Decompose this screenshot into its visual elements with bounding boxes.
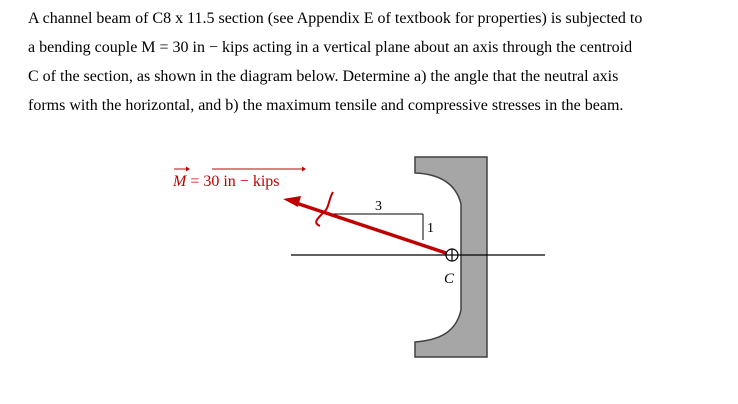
moment-value: 30 in − kips — [203, 173, 280, 190]
problem-line-3: C of the section, as shown in the diagram below. Determine a) the angle that the neutral axis — [28, 68, 619, 85]
slope-run-label: 3 — [375, 199, 382, 214]
moment-label — [172, 173, 280, 190]
moment-equals: = — [186, 173, 204, 190]
moment-overbar-arrow — [186, 167, 190, 172]
moment-value-overbar-arrow — [302, 167, 306, 172]
moment-vector-arrowhead — [283, 196, 301, 207]
moment-symbol: M — [173, 173, 187, 190]
problem-line-4: forms with the horizontal, and b) the maximum tensile and compressive stresses in the beam. — [28, 97, 624, 114]
centroid-label: C — [444, 271, 455, 287]
problem-line-1: A channel beam of C8 x 11.5 section (see Appendix E of textbook for properties) is subjected to — [28, 10, 643, 27]
slope-rise-label: 1 — [427, 221, 434, 236]
problem-line-2: a bending couple M = 30 in − kips acting in a vertical plane about an axis through the centroid — [28, 39, 633, 56]
